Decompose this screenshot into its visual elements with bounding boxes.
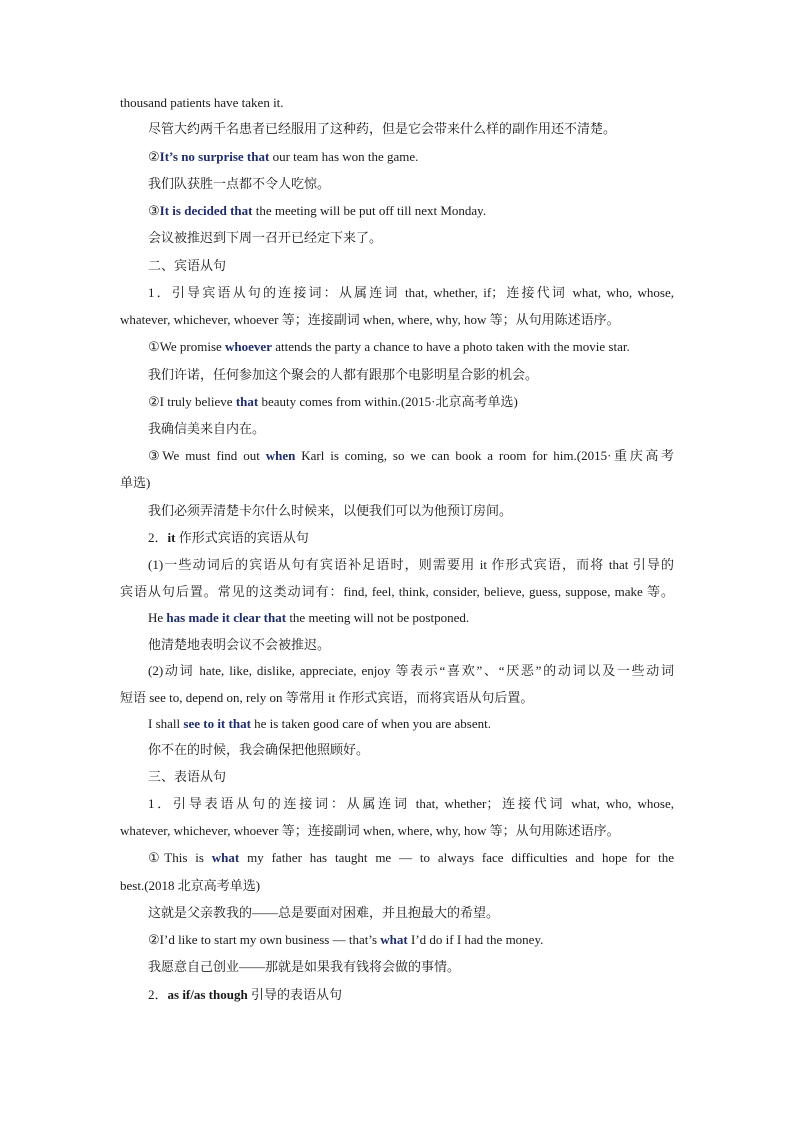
translation-line	[0, 635, 794, 655]
example-sentence	[0, 608, 794, 628]
text-segment: He	[148, 610, 167, 625]
example-sentence	[0, 714, 794, 734]
text-segment: 会议被推迟到下周一召开已经定下来了。	[148, 230, 383, 245]
text-segment: 这就是父亲教我的——总是要面对困难，并且抱最大的希望。	[148, 905, 500, 920]
rule-text	[148, 794, 674, 814]
subsection-heading	[0, 985, 794, 1005]
translation-line	[0, 119, 794, 139]
text-segment: 二、宾语从句	[148, 258, 227, 273]
highlighted-phrase: has made it clear that	[166, 610, 287, 625]
translation-line	[0, 903, 794, 923]
text-segment: I’d do if I had the money.	[407, 932, 544, 947]
highlighted-phrase: when	[265, 448, 296, 463]
highlighted-phrase: see to it that	[183, 716, 251, 731]
text-segment: 我们必须弄清楚卡尔什么时候来，以便我们可以为他预订房间。	[148, 503, 513, 518]
text-segment: 单选)	[120, 475, 151, 490]
rule-text	[0, 688, 794, 708]
example-sentence	[0, 147, 794, 167]
text-segment: 1．引导宾语从句的连接词：从属连词 that, whether, if；连接代词 what, who, whose,	[148, 285, 674, 300]
translation-line	[0, 419, 794, 439]
text-segment: I shall	[148, 716, 184, 731]
rule-text	[0, 821, 794, 841]
highlighted-phrase: what	[380, 932, 408, 947]
text-segment: 1．引导表语从句的连接词：从属连词 that, whether；连接代词 what, who, whose,	[148, 796, 674, 811]
text-segment: whatever, whichever, whoever 等；连接副词 when, where, why, how 等；从句用陈述语序。	[120, 312, 620, 327]
text-segment: ①We promise	[148, 339, 226, 354]
bold-term: as if/as though	[167, 987, 248, 1002]
text-segment: 他清楚地表明会议不会被推迟。	[148, 637, 331, 652]
text-segment: the meeting will be put off till next Monday.	[252, 203, 487, 218]
rule-text	[148, 283, 674, 303]
text-segment: 三、表语从句	[148, 769, 227, 784]
text-segment: attends the party a chance to have a photo taken with the movie star.	[271, 339, 630, 354]
text-segment: 我们许诺，任何参加这个聚会的人都有跟那个电影明星合影的机会。	[148, 367, 539, 382]
text-segment: 作形式宾语的宾语从句	[175, 530, 309, 545]
rule-text	[148, 555, 674, 575]
translation-line	[0, 365, 794, 385]
bold-term: it	[167, 530, 176, 545]
text-segment: 2．	[148, 987, 168, 1002]
example-sentence	[0, 392, 794, 412]
translation-line	[0, 228, 794, 248]
rule-text	[0, 310, 794, 330]
translation-line	[0, 174, 794, 194]
example-sentence	[0, 201, 794, 221]
example-sentence	[0, 337, 794, 357]
example-sentence	[0, 473, 794, 493]
text-segment: beauty comes from within.(2015·北京高考单选)	[258, 394, 518, 409]
section-heading	[0, 256, 794, 276]
text-segment: best.(2018 北京高考单选)	[120, 878, 261, 893]
example-sentence	[148, 848, 674, 868]
text-segment: ②	[148, 149, 160, 164]
example-sentence	[0, 876, 794, 896]
text-segment: Karl is coming, so we can book a room for him.(2015·重庆高考	[295, 448, 674, 463]
highlighted-phrase: It’s no surprise that	[159, 149, 270, 164]
text-segment: (1)一些动词后的宾语从句有宾语补足语时，则需要用 it 作形式宾语，而将 that 引导的	[148, 557, 674, 572]
text-segment: 我确信美来自内在。	[148, 421, 266, 436]
translation-line	[0, 740, 794, 760]
text-segment: 我愿意自己创业——那就是如果我有钱将会做的事情。	[148, 959, 461, 974]
text-segment: my father has taught me — to always face difficulties and hope for the	[239, 850, 674, 865]
text-segment: he is taken good care of when you are absent.	[250, 716, 491, 731]
text-segment: (2)动词 hate, like, dislike, appreciate, enjoy 等表示“喜欢”、“厌恶”的动词以及一些动词	[148, 663, 674, 678]
text-segment: 引导的表语从句	[247, 987, 342, 1002]
section-heading	[0, 767, 794, 787]
text-segment: ②I’d like to start my own business — that’s	[148, 932, 381, 947]
translation-line	[0, 957, 794, 977]
rule-text	[148, 661, 674, 681]
translation-line	[0, 501, 794, 521]
example-sentence	[0, 930, 794, 950]
text-segment: ②I truly believe	[148, 394, 236, 409]
highlighted-phrase: what	[211, 850, 240, 865]
text-segment: whatever, whichever, whoever 等；连接副词 when, where, why, how 等；从句用陈述语序。	[120, 823, 620, 838]
highlighted-phrase: that	[235, 394, 259, 409]
example-sentence	[148, 446, 674, 466]
subsection-heading	[0, 528, 794, 548]
text-segment: 你不在的时候，我会确保把他照顾好。	[148, 742, 370, 757]
body-line	[0, 93, 794, 113]
text-segment: ③	[148, 203, 160, 218]
rule-text	[120, 582, 674, 602]
highlighted-phrase: whoever	[225, 339, 272, 354]
text-segment: ③We must find out	[148, 448, 266, 463]
text-segment: 2．	[148, 530, 168, 545]
text-segment: thousand patients have taken it.	[120, 95, 284, 110]
text-segment: our team has won the game.	[269, 149, 419, 164]
text-segment: the meeting will not be postponed.	[286, 610, 470, 625]
text-segment: 我们队获胜一点都不令人吃惊。	[148, 176, 331, 191]
text-segment: 尽管大约两千名患者已经服用了这种药，但是它会带来什么样的副作用还不清楚。	[148, 121, 617, 136]
text-segment: 短语 see to, depend on, rely on 等常用 it 作形式宾语，而将宾语从句后置。	[120, 690, 534, 705]
text-segment: 宾语从句后置。常见的这类动词有：find, feel, think, consider, believe, guess, suppose, make 等。	[120, 584, 674, 599]
text-segment: ①This is	[148, 850, 212, 865]
highlighted-phrase: It is decided that	[159, 203, 253, 218]
